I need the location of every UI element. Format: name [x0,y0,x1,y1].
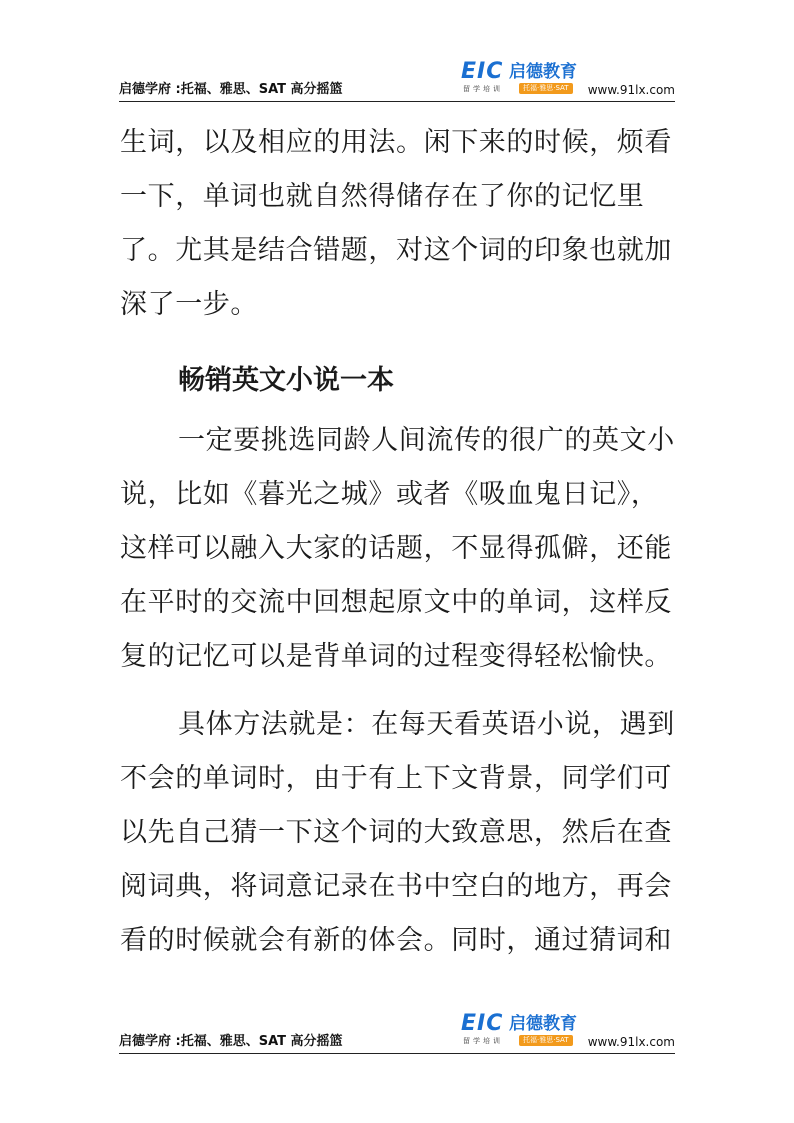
footer-rule [119,1053,675,1054]
paragraph-gap [120,684,680,698]
logo-brand: 启德教育 [509,1014,577,1034]
page-header [119,60,675,100]
paragraph-3: 具体方法就是：在每天看英语小说，遇到不会的单词时，由于有上下文背景，同学们可以先自己猜一下这个词的大致意思，然后在查阅词典，将词意记录在书中空白的地方，再会看的时候就会有新的体会。同时，通过猜词和 [120,709,675,956]
logo-tag: 托福·雅思·SAT [519,1035,573,1046]
document-body [120,116,680,968]
eic-logo [461,60,589,98]
logo-subtitle: 留学培训 [463,1037,503,1045]
paragraph-1: 生词，以及相应的用法。闲下来的时候，烦看一下，单词也就自然得储存在了你的记忆里了。尤其是结合错题，对这个词的印象也就加深了一步。 [120,127,672,320]
page-footer [119,1012,675,1052]
eic-logo-footer [461,1012,589,1050]
section-title: 畅销英文小说一本 [178,365,394,396]
logo-letters: EIC [461,1011,504,1036]
paragraph-2: 一定要挑选同龄人间流传的很广的英文小说，比如《暮光之城》或者《吸血鬼日记》，这样可以融入大家的话题，不显得孤僻，还能在平时的交流中回想起原文中的单词，这样反复的记忆可以是背单词的过程变得轻松愉快。 [120,425,675,672]
header-rule [119,101,675,102]
logo-subtitle: 留学培训 [463,85,503,93]
header-url: www.91lx.com [587,83,675,97]
logo-brand: 启德教育 [509,62,577,82]
footer-url: www.91lx.com [587,1035,675,1049]
header-slogan: 启德学府 :托福、雅思、SAT 高分摇篮 [119,82,343,97]
logo-letters: EIC [461,59,504,84]
footer-slogan: 启德学府 :托福、雅思、SAT 高分摇篮 [119,1034,343,1049]
logo-tag: 托福·雅思·SAT [519,83,573,94]
